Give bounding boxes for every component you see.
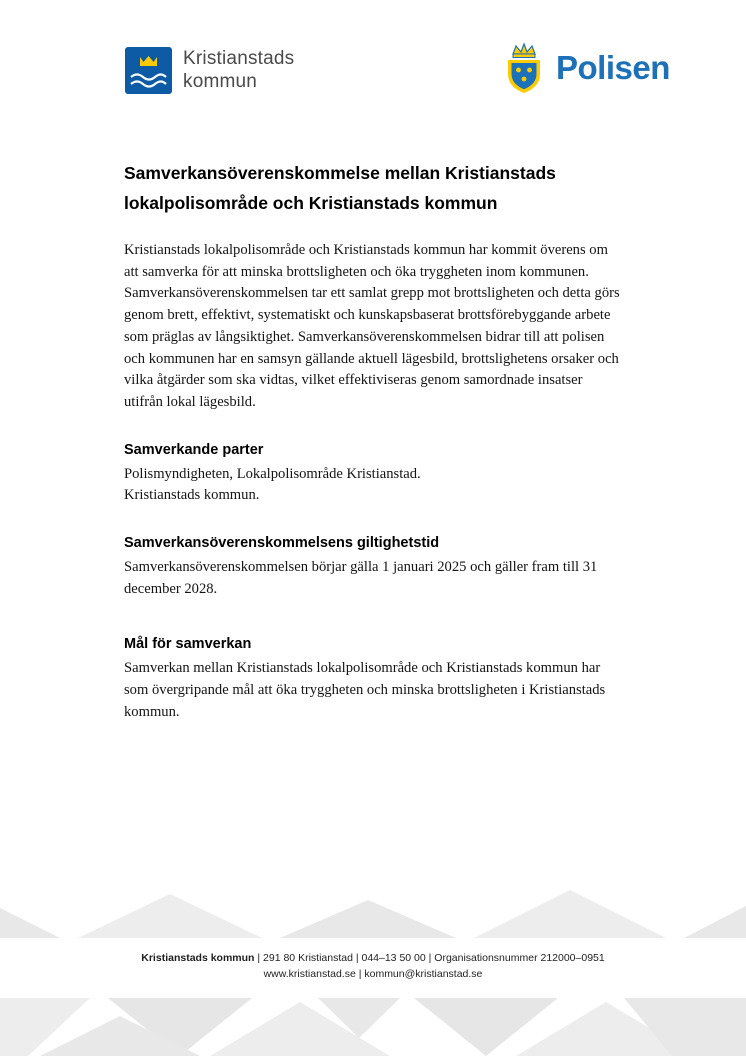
footer-line-1 bbox=[0, 950, 746, 966]
kristianstad-kommun-logotext bbox=[183, 48, 294, 93]
section-paragraph: Samverkan mellan Kristianstads lokalpolisområde och Kristianstads kommun har som övergripande mål att öka tryggheten och minska brottsligheten i Kristianstads kommun. bbox=[124, 660, 606, 720]
polisen-wordmark: Polisen bbox=[556, 49, 670, 86]
intro-paragraph: Kristianstads lokalpolisområde och Kristianstads kommun har kommit överens om att samverka för att minska brottsligheten och öka tryggheten inom kommunen. Samverkansöverenskommelsen tar ett samlat grepp mot brottsligheten och detta görs genom brett, effektivt, systematiskt och kunskapsbaserat brottsförebyggande arbete som präglas av långsiktighet. Samverkansöverenskommelsen bidrar till att polisen och kommunen har en samsyn gällande aktuell lägesbild, brottslighetens orsaker och vilka åtgärder som ska vidtas, vilket effektiviseras genom samordnade insatser utifrån lokal lägesbild. bbox=[124, 242, 620, 410]
section-giltighetstid bbox=[124, 533, 624, 600]
polisen-emblem-icon bbox=[501, 40, 547, 96]
kommun-logotext-line2: kommun bbox=[183, 70, 258, 92]
section-paragraph: Samverkansöverenskommelsen börjar gälla 1 januari 2025 och gäller fram till 31 december 2028. bbox=[124, 559, 598, 597]
section-heading: Samverkande parter bbox=[124, 441, 264, 458]
section-paragraph: Kristianstads kommun. bbox=[124, 487, 260, 504]
document-title: Samverkansöverenskommelse mellan Kristianstads lokalpolisområde och Kristianstads kommun bbox=[124, 163, 556, 213]
footer-org-name: Kristianstads kommun bbox=[141, 952, 255, 964]
section-samverkande-parter bbox=[124, 440, 624, 507]
kristianstad-kommun-logo-icon bbox=[125, 47, 172, 94]
section-heading: Mål för samverkan bbox=[124, 636, 252, 653]
footer bbox=[0, 950, 746, 982]
kristianstad-kommun-brand bbox=[125, 47, 294, 94]
document-content bbox=[124, 158, 624, 724]
section-paragraph: Polismyndigheten, Lokalpolisområde Kristianstad. bbox=[124, 465, 421, 482]
footer-contact-info: | 291 80 Kristianstad | 044–13 50 00 | Organisationsnummer 212000–0951 bbox=[254, 952, 605, 964]
polisen-brand bbox=[501, 40, 670, 96]
footer-web-email: www.kristianstad.se | kommun@kristianstad.se bbox=[263, 968, 483, 980]
section-mal-for-samverkan bbox=[124, 634, 624, 723]
kommun-logotext-line1: Kristianstads bbox=[183, 48, 295, 69]
section-heading: Samverkansöverenskommelsens giltighetstid bbox=[124, 535, 440, 552]
